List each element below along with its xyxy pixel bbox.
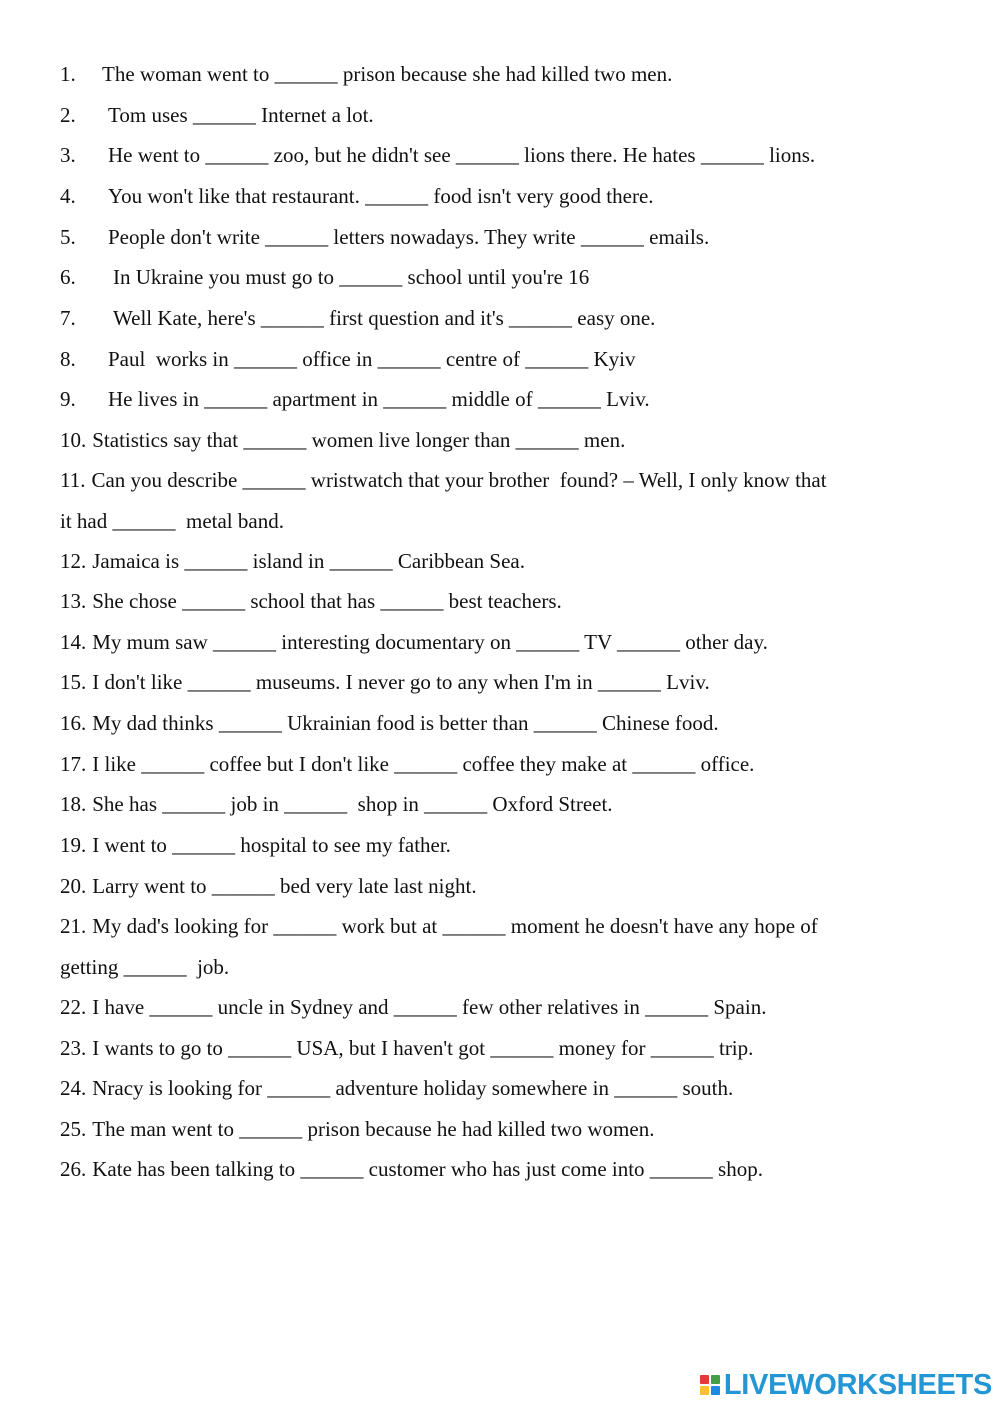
- exercise-number: 5.: [60, 225, 76, 249]
- exercise-item: [60, 711, 719, 735]
- exercise-text: Nracy is looking for ______ adventure holiday somewhere in ______ south.: [92, 1076, 734, 1100]
- exercise-text: Well Kate, here's ______ first question and it's ______ easy one.: [113, 306, 656, 330]
- exercise-number: 22.: [60, 995, 87, 1019]
- exercise-text: My dad's looking for ______ work but at ______ moment he doesn't have any hope of: [92, 914, 818, 938]
- exercise-text: it had ______ metal band.: [60, 509, 284, 533]
- exercise-number: 17.: [60, 752, 87, 776]
- exercise-number: 9.: [60, 387, 76, 411]
- exercise-number: 25.: [60, 1117, 87, 1141]
- exercise-item: [60, 874, 477, 898]
- exercise-number: 19.: [60, 833, 87, 857]
- exercise-number: 12.: [60, 549, 87, 573]
- exercise-item: [60, 589, 562, 613]
- exercise-item-continuation: [60, 955, 229, 979]
- exercise-number: 2.: [60, 103, 76, 127]
- exercise-item: [60, 143, 815, 167]
- exercise-text: Can you describe ______ wristwatch that your brother found? – Well, I only know that: [91, 468, 827, 492]
- exercise-item: [60, 468, 827, 492]
- liveworksheets-logo: [700, 1365, 992, 1405]
- exercise-text: Kate has been talking to ______ customer who has just come into ______ shop.: [92, 1157, 763, 1181]
- exercise-number: 15.: [60, 670, 87, 694]
- exercise-item: [60, 1157, 763, 1181]
- logo-square-icon: [700, 1386, 709, 1395]
- exercise-item: [60, 225, 709, 249]
- logo-text: LIVEWORKSHEETS: [723, 1368, 992, 1401]
- exercise-text: I have ______ uncle in Sydney and ______ few other relatives in ______ Spain.: [92, 995, 767, 1019]
- exercise-number: 20.: [60, 874, 87, 898]
- exercise-text: He went to ______ zoo, but he didn't see ______ lions there. He hates ______ lions.: [108, 143, 816, 167]
- exercise-number: 4.: [60, 184, 76, 208]
- exercise-item: [60, 549, 525, 573]
- exercise-text: I like ______ coffee but I don't like ______ coffee they make at ______ office.: [92, 752, 755, 776]
- exercise-item: [60, 1117, 654, 1141]
- exercise-number: 24.: [60, 1076, 87, 1100]
- logo-square-icon: [700, 1375, 709, 1384]
- exercise-number: 16.: [60, 711, 87, 735]
- exercise-item: [60, 914, 818, 938]
- exercise-item: [60, 630, 768, 654]
- exercise-number: 8.: [60, 347, 76, 371]
- exercise-item: [60, 428, 625, 452]
- exercise-number: 11.: [60, 468, 86, 492]
- exercise-text: My dad thinks ______ Ukrainian food is better than ______ Chinese food.: [92, 711, 719, 735]
- exercise-item: [60, 347, 635, 371]
- exercise-number: 10.: [60, 428, 87, 452]
- exercise-text: People don't write ______ letters nowadays. They write ______ emails.: [108, 225, 710, 249]
- exercise-item: [60, 62, 672, 86]
- exercise-text: I wants to go to ______ USA, but I haven't got ______ money for ______ trip.: [92, 1036, 754, 1060]
- exercise-item: [60, 265, 589, 289]
- exercise-number: 23.: [60, 1036, 87, 1060]
- exercise-item: [60, 752, 754, 776]
- exercise-number: 7.: [60, 306, 76, 330]
- exercise-item: [60, 995, 766, 1019]
- exercise-item: [60, 792, 613, 816]
- logo-square-icon: [711, 1375, 720, 1384]
- exercise-item: [60, 833, 451, 857]
- exercise-text: getting ______ job.: [60, 955, 230, 979]
- logo-square-icon: [711, 1386, 720, 1395]
- exercise-text: She has ______ job in ______ shop in ______ Oxford Street.: [92, 792, 613, 816]
- exercise-item-continuation: [60, 509, 284, 533]
- exercise-text: The man went to ______ prison because he had killed two women.: [92, 1117, 655, 1141]
- exercise-text: He lives in ______ apartment in ______ middle of ______ Lviv.: [108, 387, 650, 411]
- exercise-number: 3.: [60, 143, 76, 167]
- exercise-text: I went to ______ hospital to see my father.: [92, 833, 451, 857]
- exercise-number: 13.: [60, 589, 87, 613]
- exercise-number: 6.: [60, 265, 76, 289]
- exercise-number: 21.: [60, 914, 87, 938]
- exercise-item: [60, 103, 374, 127]
- exercise-text: You won't like that restaurant. ______ food isn't very good there.: [108, 184, 654, 208]
- exercise-item: [60, 184, 654, 208]
- logo-grid-icon: [700, 1375, 720, 1395]
- exercise-text: Statistics say that ______ women live longer than ______ men.: [92, 428, 626, 452]
- exercise-text: She chose ______ school that has ______ best teachers.: [92, 589, 562, 613]
- exercise-text: I don't like ______ museums. I never go to any when I'm in ______ Lviv.: [92, 670, 710, 694]
- exercise-text: In Ukraine you must go to ______ school until you're 16: [113, 265, 590, 289]
- exercise-item: [60, 1036, 753, 1060]
- exercise-item: [60, 306, 655, 330]
- exercise-number: 26.: [60, 1157, 87, 1181]
- exercise-number: 18.: [60, 792, 87, 816]
- exercise-item: [60, 670, 710, 694]
- exercise-text: The woman went to ______ prison because she had killed two men.: [102, 62, 673, 86]
- exercise-number: 14.: [60, 630, 87, 654]
- exercise-text: Jamaica is ______ island in ______ Caribbean Sea.: [92, 549, 525, 573]
- exercise-item: [60, 1076, 733, 1100]
- exercise-number: 1.: [60, 62, 76, 86]
- exercise-text: Larry went to ______ bed very late last night.: [92, 874, 477, 898]
- exercise-text: My mum saw ______ interesting documentary on ______ TV ______ other day.: [92, 630, 768, 654]
- exercise-text: Tom uses ______ Internet a lot.: [108, 103, 374, 127]
- exercise-text: Paul works in ______ office in ______ centre of ______ Kyiv: [108, 347, 636, 371]
- exercise-item: [60, 387, 650, 411]
